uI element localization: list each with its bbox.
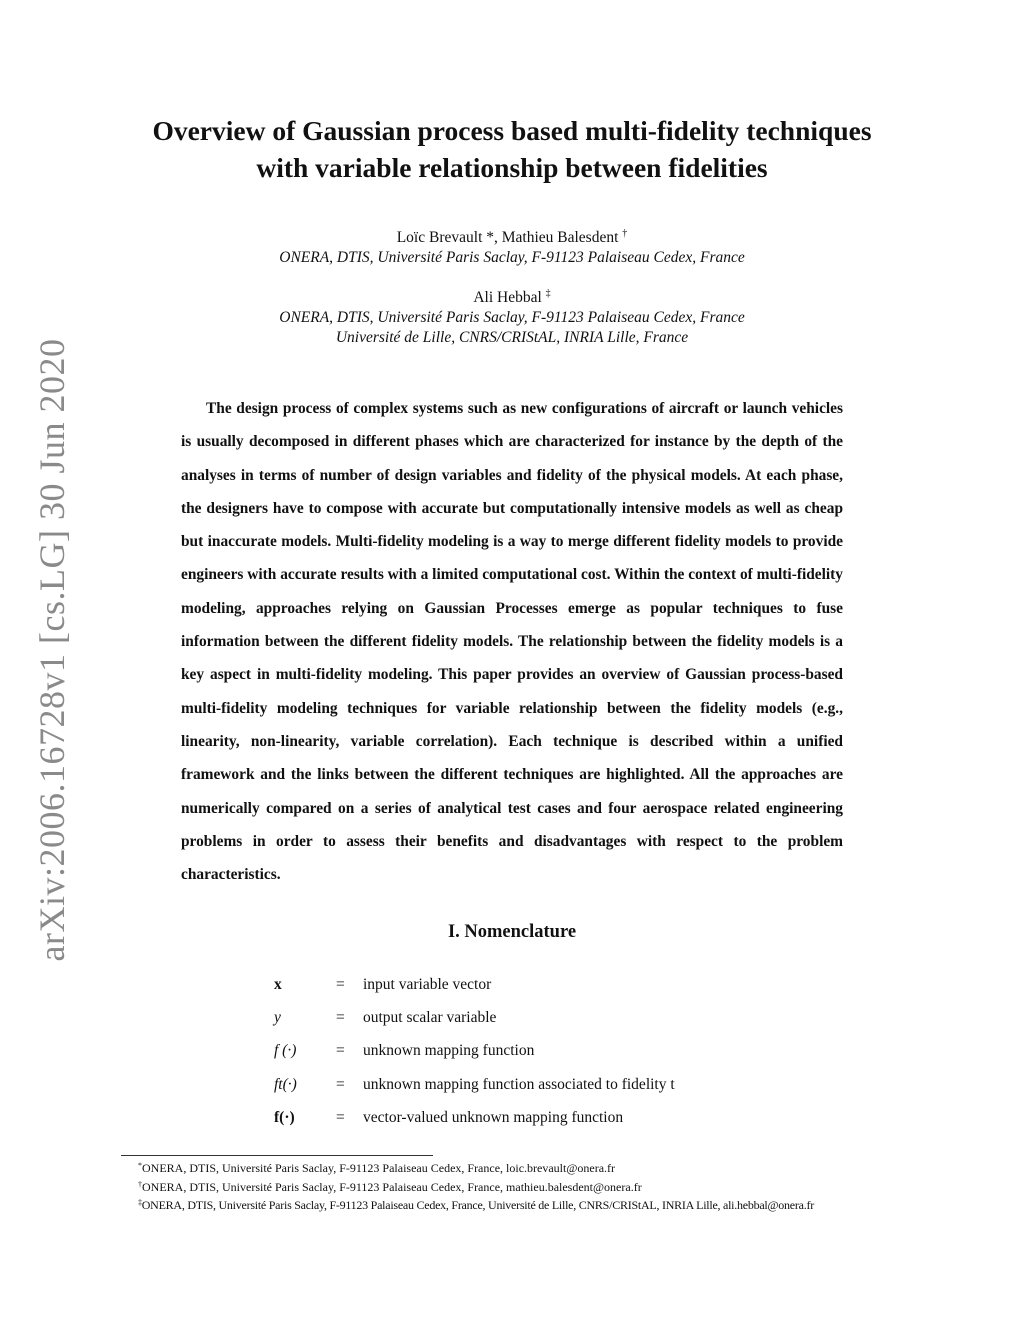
nomenclature-symbol: f (·)	[274, 1042, 297, 1060]
author-mark: ‡	[545, 288, 551, 299]
nomenclature-row	[274, 1007, 794, 1040]
footnote	[138, 1177, 932, 1196]
author-mark: †	[622, 228, 628, 239]
nomenclature-row	[274, 974, 794, 1007]
nomenclature-equals: =	[336, 1042, 345, 1060]
footnote-text: ONERA, DTIS, Université Paris Saclay, F-91123 Palaiseau Cedex, France, mathieu.balesdent@onera.fr	[142, 1179, 642, 1194]
nomenclature-list	[274, 974, 794, 1140]
footnote-mark: ‡	[138, 1198, 142, 1207]
footnote-text: ONERA, DTIS, Université Paris Saclay, F-91123 Palaiseau Cedex, France, Université de Lille, CNRS/CRIStAL, INRIA Lille, ali.hebbal@onera.fr	[141, 1198, 814, 1212]
paper-title-line-1: Overview of Gaussian process based multi-fidelity techniques	[152, 115, 872, 146]
author-affiliation: Université de Lille, CNRS/CRIStAL, INRIA Lille, France	[335, 329, 689, 346]
nomenclature-definition: unknown mapping function associated to fidelity t	[363, 1075, 675, 1093]
arxiv-identifier-stamp: arXiv:2006.16728v1 [cs.LG] 30 Jun 2020	[32, 338, 72, 962]
nomenclature-equals: =	[336, 1075, 345, 1093]
footnotes	[138, 1158, 932, 1214]
nomenclature-equals: =	[336, 1009, 345, 1027]
author-affiliation: ONERA, DTIS, Université Paris Saclay, F-91123 Palaiseau Cedex, France	[279, 249, 745, 266]
nomenclature-definition: vector-valued unknown mapping function	[363, 1108, 624, 1126]
nomenclature-row	[274, 1074, 794, 1107]
nomenclature-symbol: x	[274, 976, 282, 993]
author-block-1	[160, 224, 864, 268]
nomenclature-definition: input variable vector	[363, 976, 492, 993]
nomenclature-definition: output scalar variable	[363, 1009, 497, 1027]
footnote-mark: *	[138, 1161, 142, 1170]
paper-title	[100, 112, 924, 186]
abstract: The design process of complex systems such as new configurations of aircraft or launch vehicles is usually decomposed in different phases which are characterized for instance by the depth of the analyses in terms of number of design variables and fidelity of the physical models. At each phase, the designers have to compose with accurate but computationally intensive models as well as cheap but inaccurate models. Multi-fidelity modeling is a way to merge different fidelity models to provide engineers with accurate results with a limited computational cost. Within the context of multi-fidelity modeling, approaches relying on Gaussian Processes emerge as popular techniques to fuse information between the different fidelity models. The relationship between the fidelity models is a key aspect in multi-fidelity modeling. This paper provides an overview of Gaussian process-based multi-fidelity modeling techniques for variable relationship between the fidelity models (e.g., linearity, non-linearity, variable correlation). Each technique is described within a unified framework and the links between the different techniques are highlighted. All the approaches are numerically compared on a series of analytical test cases and four aerospace related engineering problems in order to assess their benefits and disadvantages with respect to the problem characteristics.	[181, 400, 843, 884]
paper-title-line-2: with variable relationship between fidelities	[256, 152, 768, 183]
nomenclature-definition: unknown mapping function	[363, 1042, 535, 1060]
author-names: Ali Hebbal ‡	[473, 288, 551, 306]
nomenclature-equals: =	[336, 976, 345, 993]
nomenclature-symbol: y	[274, 1009, 281, 1027]
nomenclature-row	[274, 1040, 794, 1073]
footnote-mark: †	[138, 1179, 142, 1189]
nomenclature-equals: =	[336, 1108, 345, 1126]
author-affiliation: ONERA, DTIS, Université Paris Saclay, F-91123 Palaiseau Cedex, France	[279, 309, 745, 326]
section-heading-nomenclature: I. Nomenclature	[447, 922, 577, 942]
footnote	[138, 1195, 932, 1214]
author-names: Loïc Brevault *, Mathieu Balesdent †	[396, 228, 628, 246]
footnote-text: ONERA, DTIS, Université Paris Saclay, F-91123 Palaiseau Cedex, France, loic.brevault@onera.fr	[142, 1161, 616, 1175]
author-block-2	[160, 284, 864, 348]
nomenclature-symbol: f(·)	[274, 1108, 295, 1126]
footnote	[138, 1158, 932, 1177]
nomenclature-symbol: ft(·)	[274, 1075, 297, 1093]
nomenclature-row	[274, 1107, 794, 1140]
footnote-rule	[121, 1155, 433, 1156]
